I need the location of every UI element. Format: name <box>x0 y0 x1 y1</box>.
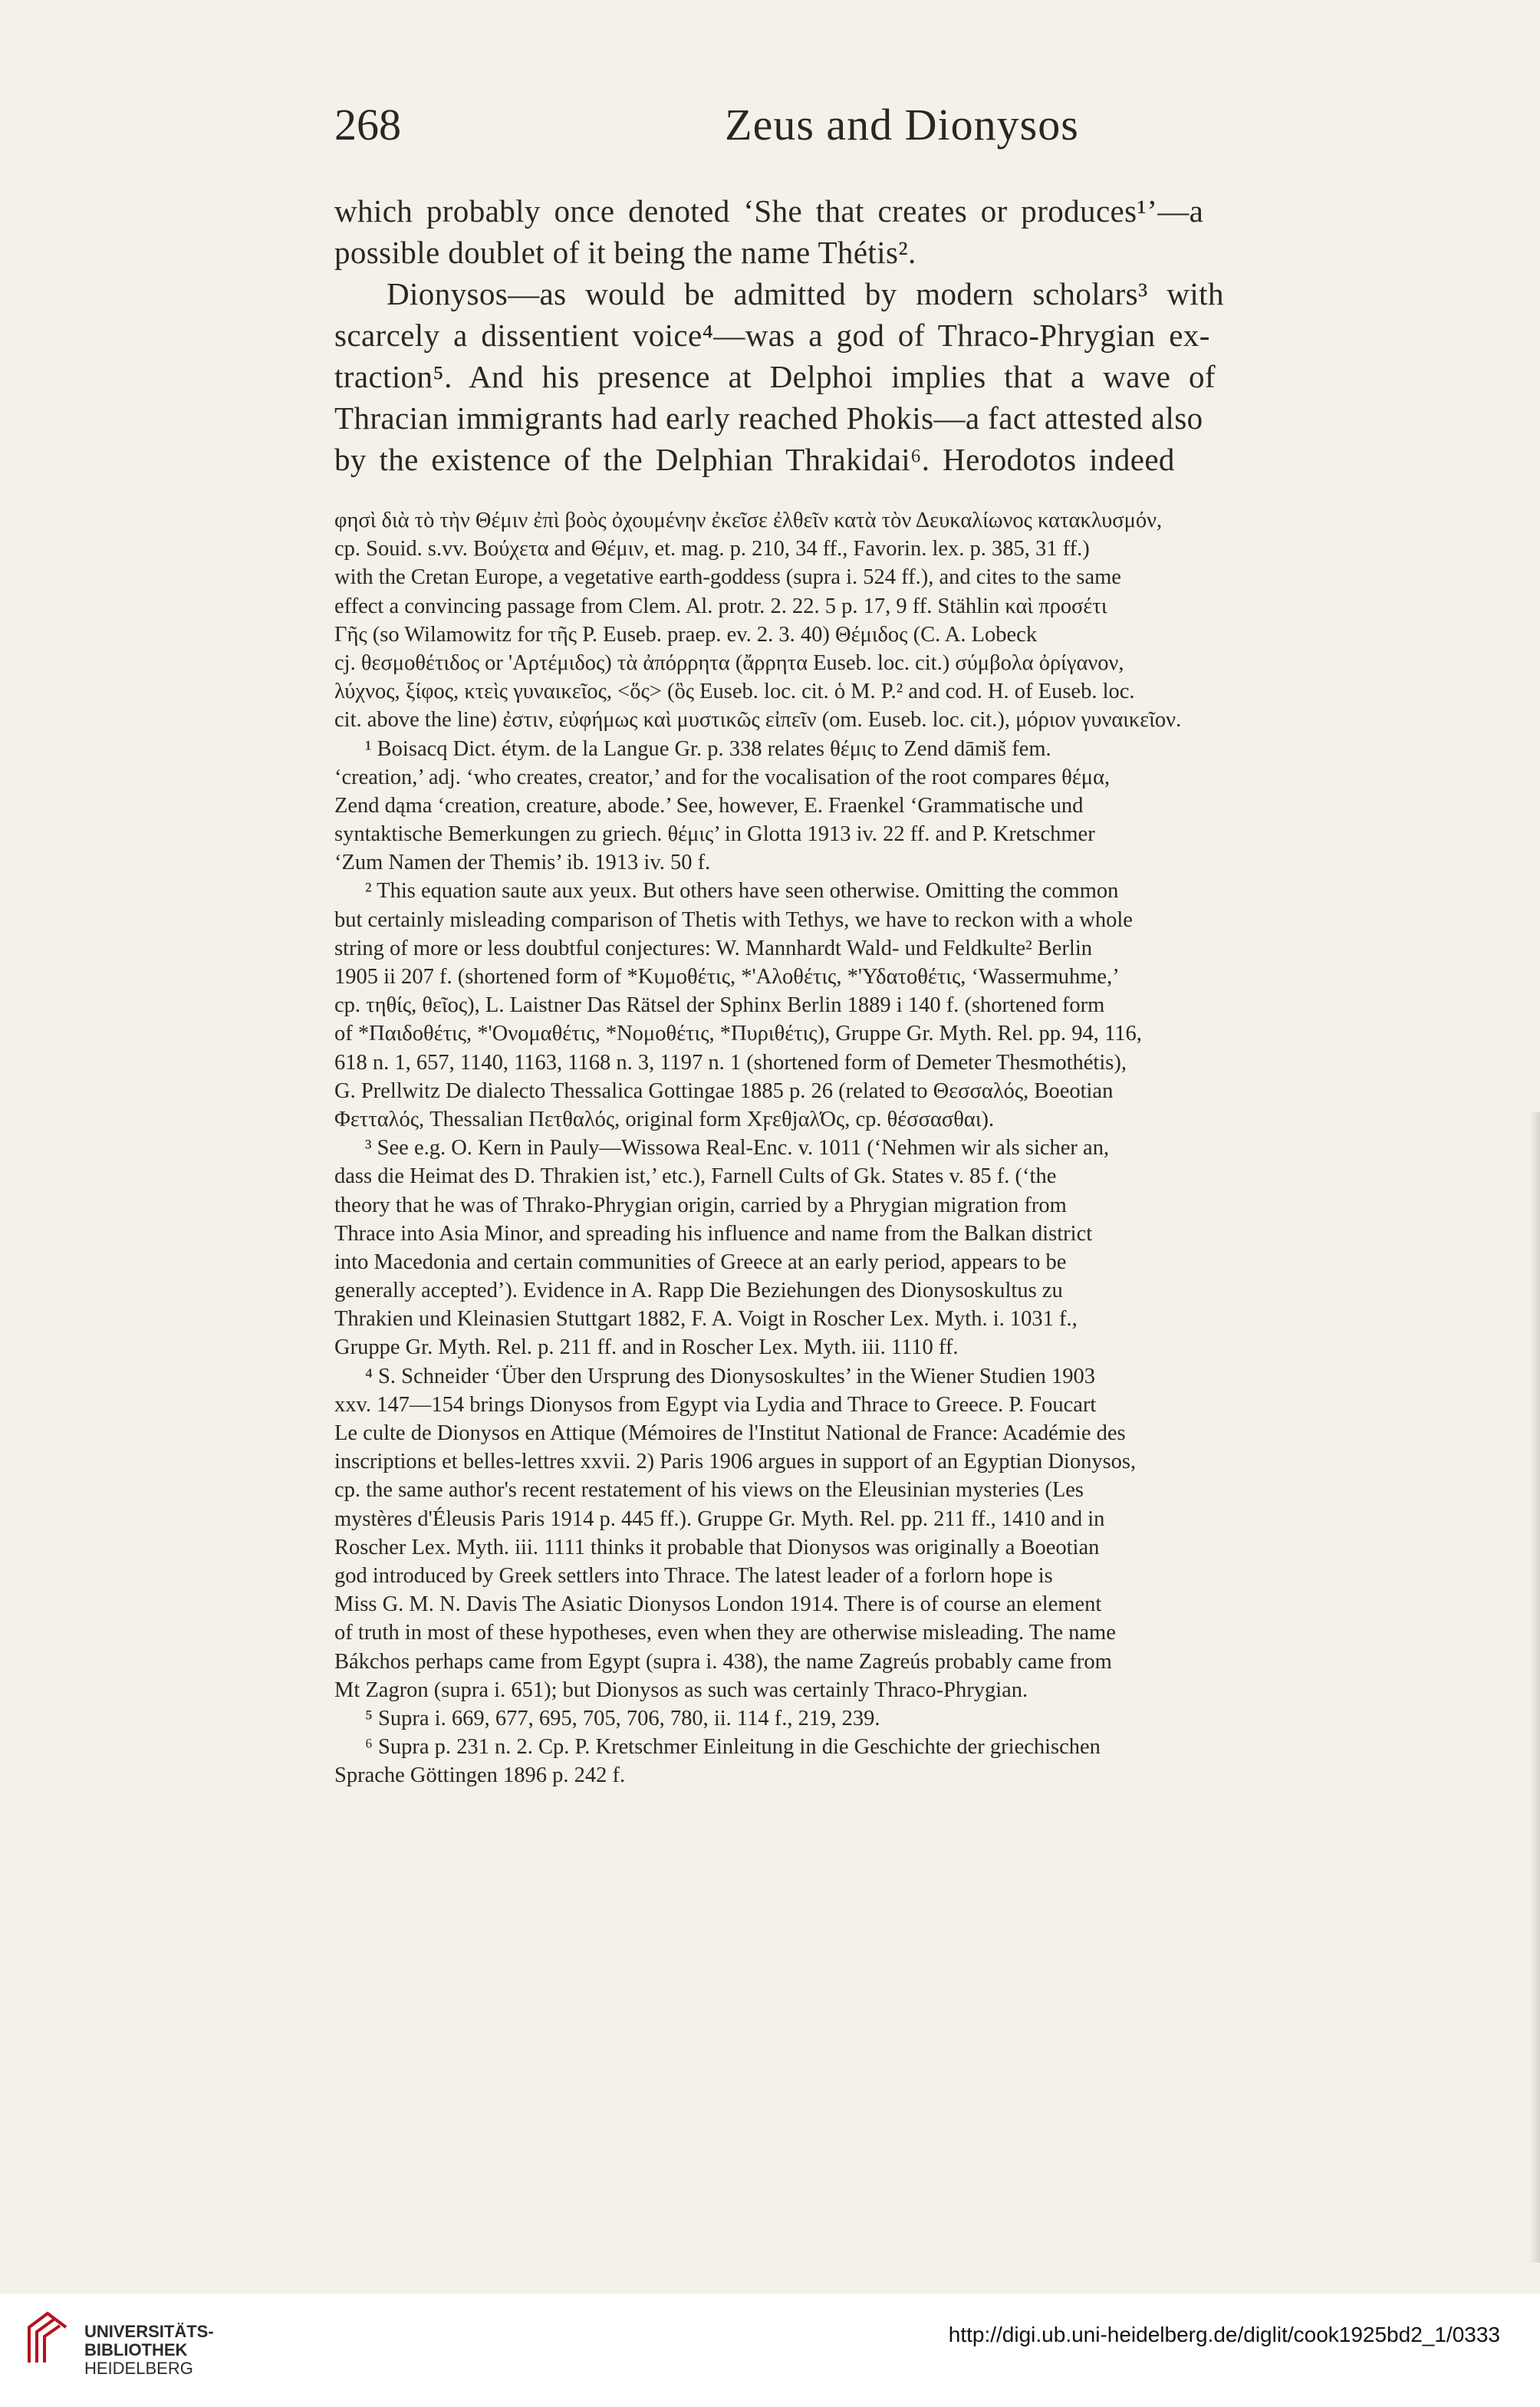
running-title: Zeus and Dionysos <box>725 100 1079 150</box>
footnote-line: ⁴ S. Schneider ‘Über den Ursprung des Dionysoskultes’ in the Wiener Studien 1903 <box>365 1364 1096 1388</box>
footnote-line: Zend dąma ‘creation, creature, abode.’ See, however, E. Fraenkel ‘Grammatische und <box>334 793 1084 818</box>
footnote-line: theory that he was of Thrako-Phrygian origin, carried by a Phrygian migration from <box>334 1193 1067 1217</box>
library-name-line-3: HEIDELBERG <box>84 2359 193 2378</box>
body-line: Thracian immigrants had early reached Phokis—a fact attested also <box>334 400 1203 436</box>
footnote-line: string of more or less doubtful conjectures: W. Mannhardt Wald- und Feldkulte² Berlin <box>334 936 1093 960</box>
footnote-line: Γῆς (so Wilamowitz for τῆς P. Euseb. praep. ev. 2. 3. 40) Θέμιδος (C. A. Lobeck <box>334 622 1038 647</box>
footnote-line: god introduced by Greek settlers into Thrace. The latest leader of a forlorn hope is <box>334 1563 1053 1588</box>
footnote-line: mystères d'Éleusis Paris 1914 p. 445 ff.). Gruppe Gr. Myth. Rel. pp. 211 ff., 1410 and in <box>334 1506 1105 1531</box>
footnote-line: inscriptions et belles-lettres xxvii. 2) Paris 1906 argues in support of an Egyptian Dionysos, <box>334 1450 1137 1474</box>
footnote-line: but certainly misleading comparison of Thetis with Tethys, we have to reckon with a whole <box>334 907 1133 932</box>
body-line: which probably once denoted ‘She that creates or produces¹’—a <box>334 193 1204 229</box>
footnote-line: effect a convincing passage from Clem. Al. protr. 2. 22. 5 p. 17, 9 ff. Stählin καὶ προσέτι <box>334 594 1107 618</box>
footnote-line: Le culte de Dionysos en Attique (Mémoires de l'Institut National de France: Académie des <box>334 1421 1126 1445</box>
footnote-line: cp. the same author's recent restatement of his views on the Eleusinian mysteries (Les <box>334 1478 1084 1503</box>
footnote-line: ⁵ Supra i. 669, 677, 695, 705, 706, 780, ii. 114 f., 219, 239. <box>365 1706 880 1730</box>
footer-bar <box>0 2293 1540 2407</box>
library-name <box>84 2323 214 2378</box>
footnote-line: ² This equation saute aux yeux. But others have seen otherwise. Omitting the common <box>365 879 1119 904</box>
footnote-line: Thrace into Asia Minor, and spreading his influence and name from the Balkan district <box>334 1221 1093 1246</box>
page-edge-shadow <box>1529 1112 1540 2263</box>
footnote-line: ‘creation,’ adj. ‘who creates, creator,’ and for the vocalisation of the root compares θέμα, <box>334 765 1111 789</box>
footnote-line: φησὶ διὰ τὸ τὴν Θέμιν ἐπὶ βοὸς ὀχουμένην ἐκεῖσε ἐλθεῖν κατὰ τὸν Δευκαλίωνος κατακλυσμόν, <box>334 509 1163 532</box>
footnote-line: Sprache Göttingen 1896 p. 242 f. <box>334 1763 626 1788</box>
footnote-line: into Macedonia and certain communities of Greece at an early period, appears to be <box>334 1250 1067 1274</box>
footnote-line: dass die Heimat des D. Thrakien ist,’ etc.), Farnell Cults of Gk. States v. 85 f. (‘the <box>334 1164 1057 1189</box>
footnote-line: ³ See e.g. O. Kern in Pauly—Wissowa Real-Enc. v. 1011 (‘Nehmen wir als sicher an, <box>365 1136 1110 1161</box>
footnote-line: Roscher Lex. Myth. iii. 1111 thinks it probable that Dionysos was originally a Boeotian <box>334 1535 1100 1559</box>
footnote-line: Bákchos perhaps came from Egypt (supra i. 438), the name Zagreús probably came from <box>334 1649 1112 1674</box>
footnote-line: ‘Zum Namen der Themis’ ib. 1913 iv. 50 f. <box>334 851 711 875</box>
footnote-line: cp. τηθίς, θεῖος), L. Laistner Das Rätsel der Sphinx Berlin 1889 i 140 f. (shortened form <box>334 993 1105 1018</box>
footnotes <box>334 506 1469 1790</box>
footnote-line: with the Cretan Europe, a vegetative earth-goddess (supra i. 524 ff.), and cites to the same <box>334 565 1121 590</box>
footnote-line: Mt Zagron (supra i. 651); but Dionysos as such was certainly Thraco-Phrygian. <box>334 1678 1028 1702</box>
source-url[interactable]: http://digi.ub.uni-heidelberg.de/diglit/cook1925bd2_1/0333 <box>948 2323 1500 2346</box>
library-name-line-1: UNIVERSITÄTS- <box>84 2322 214 2341</box>
page-number: 268 <box>334 100 401 150</box>
footnote-line: of truth in most of these hypotheses, even when they are otherwise misleading. The name <box>334 1621 1116 1645</box>
body-line: possible doublet of it being the name Thétis². <box>334 235 916 270</box>
footnote-line: Gruppe Gr. Myth. Rel. p. 211 ff. and in Roscher Lex. Myth. iii. 1110 ff. <box>334 1335 959 1360</box>
footnote-line: cj. θεσμοθέτιδος or 'Αρτέμιδος) τὰ ἀπόρρητα (ἄρρητα Euseb. loc. cit.) σύμβολα ὀρίγανον, <box>334 650 1124 675</box>
body-line: by the existence of the Delphian Thrakidai⁶. Herodotos indeed <box>334 442 1175 477</box>
footnote-line: cit. above the line) ἐστιν, εὐφήμως καὶ μυστικῶς εἰπεῖν (om. Euseb. loc. cit.), μόριον γυναικεῖον. <box>334 708 1182 733</box>
footnote-line: 1905 ii 207 f. (shortened form of *Κυμοθέτις, *'Αλοθέτις, *'Υδατοθέτις, ‘Wassermuhme,’ <box>334 965 1120 989</box>
footnote-line: ⁶ Supra p. 231 n. 2. Cp. P. Kretschmer Einleitung in die Geschichte der griechischen <box>365 1735 1101 1760</box>
footnote-line: cp. Souid. s.vv. Βούχετα and Θέμιν, et. mag. p. 210, 34 ff., Favorin. lex. p. 385, 31 ff.) <box>334 537 1090 561</box>
footnote-line: λύχνος, ξίφος, κτεὶς γυναικεῖος, <ὅς> (ὃς Euseb. loc. cit. ὁ M. P.² and cod. H. of Euseb. loc. <box>334 680 1135 704</box>
footnote-line: G. Prellwitz De dialecto Thessalica Gottingae 1885 p. 26 (related to Θεσσαλός, Boeotian <box>334 1078 1114 1103</box>
library-logo-icon <box>23 2309 72 2370</box>
main-text <box>334 190 1469 480</box>
footnote-line: Miss G. M. N. Davis The Asiatic Dionysos London 1914. There is of course an element <box>334 1592 1102 1617</box>
page-header <box>334 91 1469 160</box>
footnote-line: xxv. 147—154 brings Dionysos from Egypt via Lydia and Thrace to Greece. P. Foucart <box>334 1392 1097 1417</box>
body-line: scarcely a dissentient voice⁴—was a god of Thraco-Phrygian ex- <box>334 318 1210 353</box>
footnote-line: Thrakien und Kleinasien Stuttgart 1882, F. A. Voigt in Roscher Lex. Myth. i. 1031 f., <box>334 1307 1078 1332</box>
footnote-line: Φετταλός, Thessalian Πετθαλός, original form ΧϝεθϳαλΌς, cp. θέσσασθαι). <box>334 1107 995 1131</box>
library-name-line-2: BIBLIOTHEK <box>84 2340 188 2359</box>
footnote-line: 618 n. 1, 657, 1140, 1163, 1168 n. 3, 1197 n. 1 (shortened form of Demeter Thesmothétis), <box>334 1050 1127 1075</box>
footnote-line: ¹ Boisacq Dict. étym. de la Langue Gr. p. 338 relates θέμις to Zend dāmiš fem. <box>365 736 1051 761</box>
footnote-line: generally accepted’). Evidence in A. Rapp Die Beziehungen des Dionysoskultus zu <box>334 1279 1063 1303</box>
footnote-line: syntaktische Bemerkungen zu griech. θέμις’ in Glotta 1913 iv. 22 ff. and P. Kretschmer <box>334 822 1095 847</box>
body-line: traction⁵. And his presence at Delphoi implies that a wave of <box>334 359 1216 394</box>
body-line: Dionysos—as would be admitted by modern scholars³ with <box>387 276 1224 311</box>
footnote-line: of *Παιδοθέτις, *'Ονομαθέτις, *Νομοθέτις, *Πυριθέτις), Gruppe Gr. Myth. Rel. pp. 94, 116, <box>334 1022 1142 1046</box>
